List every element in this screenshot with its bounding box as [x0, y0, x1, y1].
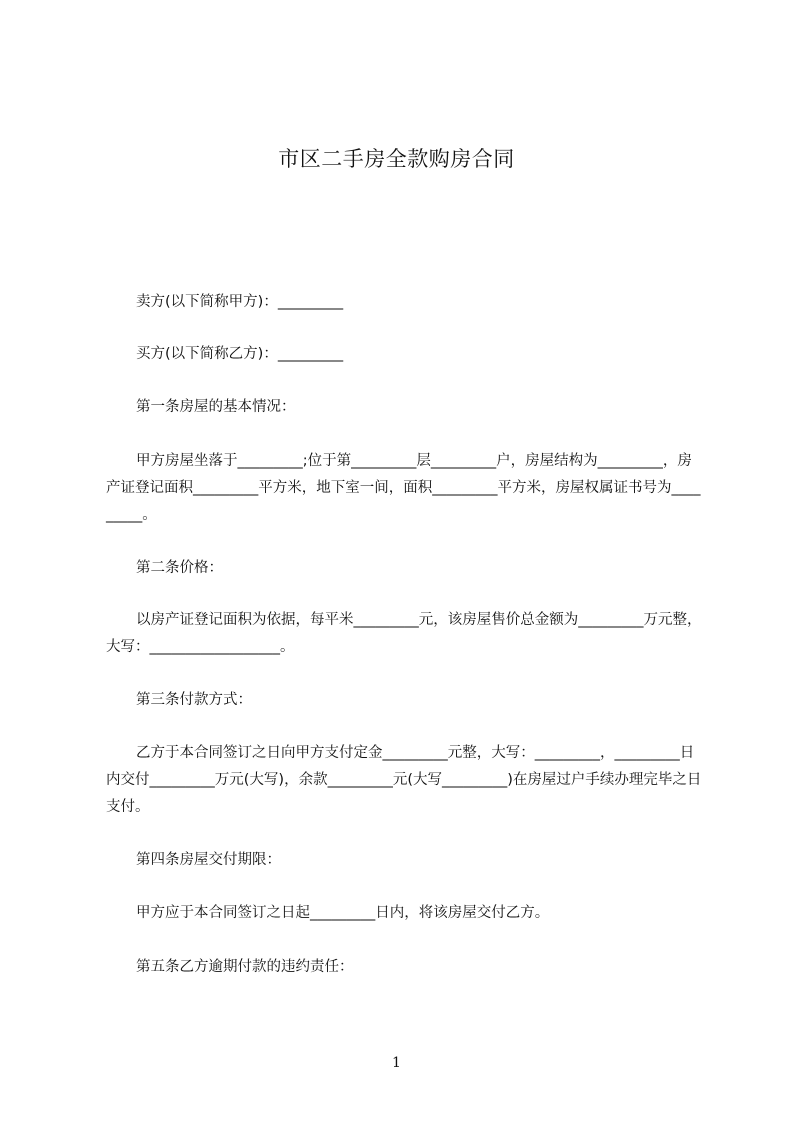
article-5-heading: 第五条乙方逾期付款的违约责任： — [136, 959, 354, 975]
article-1-body: 甲方房屋坐落于_________;位于第_________层_________户，房屋结构为_________，房产证登记面积_________平方米，地下室一间，面积_________平方米，房屋权属证书号为_________。 — [106, 453, 701, 523]
article-1-heading: 第一条房屋的基本情况： — [136, 399, 296, 415]
seller-line: 卖方(以下简称甲方)：_________ — [136, 294, 344, 310]
contract-title: 市区二手房全款购房合同 — [278, 147, 515, 171]
article-3-body: 乙方于本合同签订之日向甲方支付定金_________元整，大写：_________，_________日内交付_________万元(大写)，余款_________元(大写_________)在房屋过户手续办理完毕之日支付。 — [106, 745, 702, 815]
article-3-heading: 第三条付款方式： — [136, 692, 252, 708]
buyer-line: 买方(以下简称乙方)：_________ — [136, 346, 344, 362]
article-4-heading: 第四条房屋交付期限： — [136, 852, 281, 868]
article-2-body: 以房产证登记面积为依据，每平米_________元，该房屋售价总金额为_________万元整，大写：__________________。 — [106, 612, 702, 655]
article-2-heading: 第二条价格： — [136, 560, 223, 576]
page-number: 1 — [392, 1055, 401, 1071]
article-4-body: 甲方应于本合同签订之日起_________日内，将该房屋交付乙方。 — [136, 905, 550, 921]
